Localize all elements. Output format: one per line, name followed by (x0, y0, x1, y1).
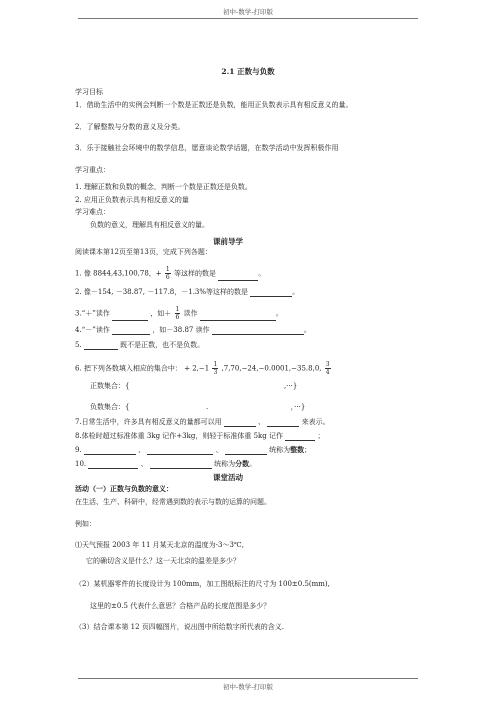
example-2-question: 这里的±0.5 代表什么意思？合格产品的长度范围是多少？ (90, 602, 271, 610)
example-2: （2）某机器零件的长度设计为 100mm，加工图纸标注的尺寸为 100±0.5(mm), (75, 580, 330, 588)
q3-blank-2[interactable] (200, 312, 276, 321)
example-1-question: 它的确切含义是什么？这一天北京的温差是多少？ (86, 557, 240, 565)
q1-tail: 等这样的数是 (173, 269, 216, 278)
q7-blank-1[interactable] (224, 418, 256, 427)
question-1: 1. 像 8844,43,100,78，+ $\frac{1}{6}$ 等这样的数是 。 (75, 266, 266, 281)
q3-b: ，如＋ (150, 309, 172, 318)
preview-heading: 课前导学 (213, 237, 243, 246)
objective-1: 1．借助生活中的实例会判断一个数是正数还是负数，能用正负数表示具有相反意义的量。 (75, 101, 353, 109)
example-label: 例如： (75, 520, 96, 528)
question-8 (75, 432, 324, 441)
positive-set-label: 正数集合：{ (90, 382, 130, 390)
q10-c: 统称为 (214, 460, 236, 468)
negative-set-end: ，···} (290, 403, 306, 411)
class-heading: 课堂活动 (213, 473, 243, 482)
q6-frac1-den: 3 (213, 369, 218, 376)
key-point-2: 2. 应用正负数表示具有相反意义的量 (75, 196, 189, 204)
q2-blank[interactable] (250, 288, 292, 297)
preview-intro: 阅读课本第12页至第13页，完成下列各题： (75, 248, 212, 256)
question-3: 3.“＋”读作 ，如＋ $\frac{1}{6}$ 读作 。 (75, 306, 283, 321)
q9-a: 9. (75, 446, 82, 454)
q3-fraction (175, 306, 181, 321)
question-2: 2. 像－154, －38.87, －117.8，－1.3%等这样的数是 。 (75, 288, 300, 296)
activity1-heading: 活动（一）正数与负数的意义： (75, 484, 173, 493)
key-points-label: 学习重点： (75, 166, 110, 174)
q8-a: 8.体检时超过标准体重 3kg 记作+3kg，则轻于标准体重 5kg 记作 (75, 432, 283, 440)
negative-set-label: 负数集合：{ (90, 403, 130, 411)
objective-2: 2．了解整数与分数的意义及分类。 (75, 123, 185, 131)
q9-blank-1[interactable] (84, 446, 136, 455)
q8-blank[interactable] (285, 432, 315, 441)
negative-set (90, 403, 305, 412)
q9-b: 、 (138, 446, 146, 454)
example-3: （3）结合课本第 12 页四幅图片，说出图中所给数字所代表的含义. (75, 623, 285, 631)
q6-fraction-2 (325, 361, 331, 376)
q4-b: ，如－38.87 读作 (152, 326, 210, 334)
q6-nums-a: + 2,−1 (184, 364, 210, 373)
q4-blank-2[interactable] (212, 326, 304, 335)
q1-blank[interactable] (218, 272, 258, 281)
q5-tail: 既不是正数，也不是负数。 (120, 341, 205, 349)
q1-frac-num: 1 (165, 266, 170, 273)
q9-blank-2[interactable] (147, 446, 213, 455)
question-9: 9. 、 、 统称为整数； (75, 445, 312, 454)
q10-blank-1[interactable] (88, 460, 138, 469)
q9-d: 统称为 (269, 446, 291, 454)
q5-blank[interactable] (84, 341, 118, 350)
q10-a: 10. (75, 460, 87, 468)
q3-a: 3.“＋”读作 (75, 309, 110, 318)
difficulty-text: 负数的意义，理解具有相反意义的量。 (90, 221, 209, 229)
q3-blank-1[interactable] (112, 312, 148, 321)
page-footer: 初中-数学-打印版 (223, 683, 273, 691)
q8-b: ； (317, 432, 325, 440)
q3-frac-den: 6 (175, 314, 180, 321)
q6-prefix: 6. 把下列各数填入相应的集合中： (75, 364, 182, 373)
positive-set (90, 382, 297, 391)
q2-text: 2. 像－154, －38.87, －117.8，－1.3%等这样的数是 (75, 288, 249, 296)
objectives-label: 学习目标 (75, 88, 103, 96)
q7-a: 7.日常生活中，许多具有相反意义的量都可以用 (75, 418, 222, 426)
q9-blank-3[interactable] (225, 446, 267, 455)
q1-text: 1. 像 8844,43,100,78，+ (75, 269, 162, 278)
q3-frac-num: 1 (175, 306, 180, 313)
section-title: 2.1 正数与负数 (221, 67, 275, 76)
objective-3: 3．乐于接触社会环境中的数学信息，愿意谈论数学话题，在数学活动中发挥积极作用 (75, 144, 339, 152)
q6-frac2-num: 3 (325, 361, 330, 368)
q3-c: 读作 (183, 309, 198, 318)
q6-frac2-den: 4 (325, 369, 330, 376)
q4-blank-1[interactable] (112, 326, 150, 335)
activity1-intro: 在生活、生产、科研中，经常遇到数的表示与数的运算的问题。 (75, 498, 271, 506)
question-7 (75, 418, 330, 427)
q6-fraction-1 (212, 361, 218, 376)
q7-c: 来表示。 (301, 418, 330, 426)
q10-blank-2[interactable] (150, 460, 212, 469)
q1-fraction (165, 266, 171, 281)
example-1: ⑴天气预报 2003 年 11 月某天北京的温度为-3～3℃, (75, 541, 244, 549)
footer-rule (78, 678, 418, 679)
q9-c: 、 (215, 446, 223, 454)
question-10: 10. 、 统称为分数。 (75, 459, 257, 468)
q1-frac-den: 6 (165, 274, 170, 281)
q4-a: 4.“－”读作 (75, 326, 110, 334)
key-point-1: 1. 理解正数和负数的概念，判断一个数是正数还是负数。 (75, 183, 252, 191)
difficulty-label: 学习难点： (75, 208, 110, 216)
q6-nums-b: ,7,70,−24,−0.0001,−35.8,0, (221, 364, 322, 373)
question-5 (75, 341, 204, 350)
question-6 (75, 361, 332, 376)
q10-bold-term: 分数 (235, 459, 250, 468)
q6-frac1-num: 1 (213, 361, 218, 368)
header-rule (78, 18, 418, 19)
negative-set-mid: . (205, 403, 209, 411)
q10-b: 、 (140, 460, 148, 468)
q7-blank-2[interactable] (267, 418, 299, 427)
question-4: 4.“－”读作 ，如－38.87 读作 。 (75, 326, 311, 334)
q7-b: 、 (258, 418, 266, 426)
q9-bold-term: 整数 (290, 445, 305, 454)
positive-set-end: ,···} (283, 382, 298, 390)
page-header: 初中-数学-打印版 (223, 8, 273, 16)
q5-num: 5. (75, 341, 82, 349)
